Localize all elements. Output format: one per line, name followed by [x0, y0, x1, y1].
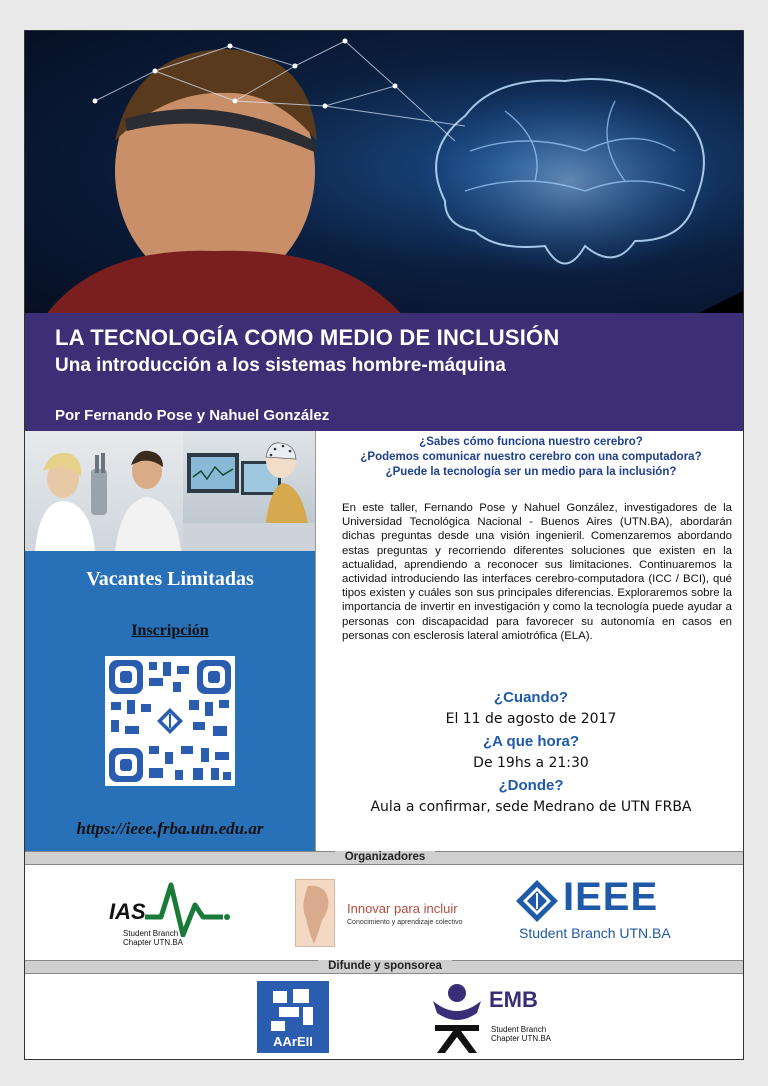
- website-link[interactable]: https://ieee.frba.utn.edu.ar: [76, 819, 264, 838]
- sponsors-divider: [25, 960, 744, 974]
- time-value: De 19hs a 21:30: [473, 755, 589, 771]
- organizers-divider: [25, 851, 744, 865]
- innovar-title: Innovar para incluir: [347, 901, 458, 916]
- question-3: ¿Puede la tecnología ser un medio para la inclusión?: [385, 466, 677, 478]
- page-title: LA TECNOLOGÍA COMO MEDIO DE INCLUSIÓN: [55, 325, 560, 350]
- ieee-student-branch: Student Branch UTN.BA: [519, 925, 671, 941]
- ias-logo-name: IAS: [109, 899, 146, 924]
- aareii-puzzle-icon: [257, 981, 329, 1035]
- questions-block: [316, 435, 744, 480]
- registration-qr-code[interactable]: [105, 656, 235, 786]
- hero-brain-image: [25, 31, 744, 331]
- event-poster: [24, 30, 744, 1060]
- when-value: El 11 de agosto de 2017: [445, 711, 617, 727]
- registration-link[interactable]: Inscripción: [131, 622, 209, 639]
- question-1: ¿Sabes cómo funciona nuestro cerebro?: [419, 436, 643, 448]
- organizers-heading: Organizadores: [335, 851, 436, 863]
- limited-seats-label: Vacantes Limitadas: [86, 568, 254, 590]
- aareii-logo: [257, 981, 329, 1053]
- when-label: ¿Cuando?: [493, 689, 569, 706]
- where-value: Aula a confirmar, sede Medrano de UTN FRBA: [370, 799, 692, 815]
- south-america-map-icon: [295, 879, 335, 947]
- emb-logo: [429, 981, 569, 1055]
- innovar-subtitle: Conocimiento y aprendizaje colectivo: [347, 919, 463, 926]
- event-info-column: [315, 431, 744, 851]
- workshop-description: En este taller, Fernando Pose y Nahuel González, investigadores de la Universidad Tecnológica Nacional - Buenos Aires (UTN.BA), abordarán dichas preguntas desde una visión ingenieril. Comenzaremos abordando estas preguntas y recorriendo diferentes soluciones que existen en la actualidad, aprendiendo a reconocer sus limitaciones. Continuaremos la actividad introduciendo las interfaces cerebro-computadora (ICC / BCI), qué tipos existen y cuáles son sus principales diferencias. Exploraremos sobre la importancia de invertir en investigación y como la tecnología puede ayudar a personas con discapacidad para favorecer su autonomía en casos en personas con esclerosis lateral amiotrófica (ELA).: [342, 502, 732, 642]
- emb-subtitle: Student Branch Chapter UTN.BA: [491, 1025, 552, 1043]
- ias-logo: [109, 877, 229, 955]
- time-label: ¿A que hora?: [482, 733, 580, 750]
- question-2: ¿Podemos comunicar nuestro cerebro con una computadora?: [360, 451, 702, 463]
- where-label: ¿Donde?: [498, 777, 564, 794]
- authors-line: Por Fernando Pose y Nahuel González: [55, 407, 330, 424]
- ieee-logo: [515, 877, 695, 949]
- sponsors-heading: Difunde y sponsorea: [318, 960, 452, 972]
- innovar-logo: [295, 879, 485, 951]
- ieee-diamond-icon: [515, 879, 559, 923]
- event-details: [316, 687, 744, 819]
- page-subtitle: Una introducción a los sistemas hombre-máquina: [55, 355, 506, 376]
- aareii-name: AArEII: [273, 1034, 313, 1049]
- brain-network-illustration: [25, 31, 744, 331]
- ias-wave-icon: [143, 877, 263, 937]
- emb-name: EMB: [489, 987, 538, 1012]
- eeg-lab-photo: [183, 431, 315, 551]
- ias-logo-subtitle: Student Branch Chapter UTN.BA: [123, 929, 184, 947]
- photo-strip: [25, 431, 315, 551]
- ieee-name: IEEE: [563, 875, 659, 919]
- robot-hand-photo: [25, 431, 183, 551]
- emb-figure-icon: [429, 981, 489, 1055]
